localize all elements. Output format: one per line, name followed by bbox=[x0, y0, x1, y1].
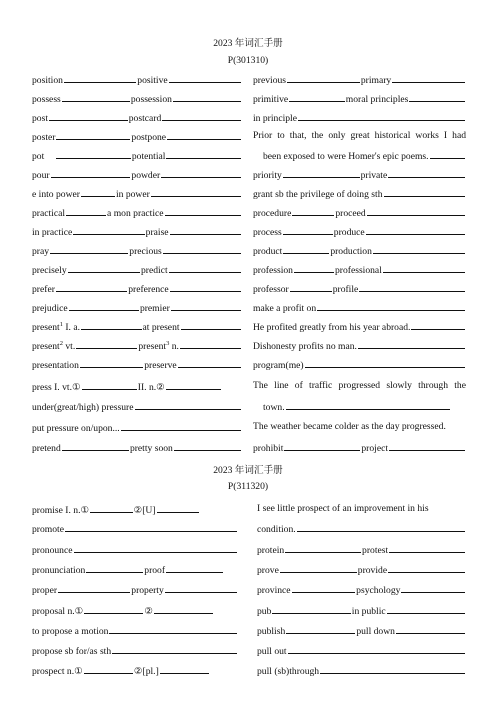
vocab-row bbox=[32, 281, 242, 295]
example-sentence: condition. bbox=[257, 524, 296, 535]
word-label: ②[pl.] bbox=[133, 666, 159, 677]
answer-blank[interactable] bbox=[286, 399, 450, 410]
word-label: promise I. n.① bbox=[32, 505, 90, 516]
answer-blank[interactable] bbox=[165, 582, 237, 593]
answer-blank[interactable] bbox=[409, 91, 465, 102]
vocab-row bbox=[257, 643, 466, 657]
vocab-row bbox=[253, 205, 466, 219]
vocab-row bbox=[257, 582, 466, 596]
word-label: in principle bbox=[253, 113, 297, 124]
word-label: ②[U] bbox=[133, 505, 156, 516]
answer-blank[interactable] bbox=[73, 224, 144, 235]
word-label: put pressure on/upon... bbox=[32, 423, 120, 434]
word-label: pub bbox=[257, 606, 272, 617]
vocab-row bbox=[257, 542, 466, 556]
answer-blank[interactable] bbox=[74, 542, 238, 553]
vocab-row bbox=[32, 91, 242, 105]
word-label: press I. vt.① bbox=[32, 382, 81, 393]
section-subtitle: P(311320) bbox=[227, 481, 269, 492]
answer-blank[interactable] bbox=[367, 205, 465, 216]
answer-blank[interactable] bbox=[84, 663, 133, 674]
word-label: make a profit on bbox=[253, 303, 317, 314]
word-label: pull (sb)through bbox=[257, 666, 320, 677]
word-label: praise bbox=[145, 227, 169, 238]
answer-blank[interactable] bbox=[292, 582, 356, 593]
word-label: protein bbox=[257, 545, 285, 556]
word-label: pretend bbox=[32, 443, 61, 454]
answer-blank[interactable] bbox=[170, 281, 241, 292]
answer-blank[interactable] bbox=[366, 224, 465, 235]
vocab-row bbox=[253, 300, 466, 314]
vocab-row bbox=[32, 224, 242, 238]
answer-blank[interactable] bbox=[170, 224, 241, 235]
answer-blank[interactable] bbox=[76, 338, 137, 349]
vocab-row bbox=[32, 562, 224, 576]
word-label: premier bbox=[139, 303, 170, 314]
word-label: in practice bbox=[32, 227, 73, 238]
answer-blank[interactable] bbox=[86, 562, 143, 573]
vocab-row bbox=[32, 338, 242, 352]
answer-blank[interactable] bbox=[162, 110, 241, 121]
answer-blank[interactable] bbox=[81, 186, 115, 197]
answer-blank[interactable] bbox=[157, 502, 199, 513]
word-label: preference bbox=[128, 284, 169, 295]
answer-blank[interactable] bbox=[90, 502, 132, 513]
answer-blank[interactable] bbox=[387, 603, 465, 614]
word-label: presentation bbox=[32, 360, 79, 371]
answer-blank[interactable] bbox=[62, 440, 129, 451]
word-label: possess bbox=[32, 94, 61, 105]
answer-blank[interactable] bbox=[358, 338, 465, 349]
vocab-row bbox=[253, 319, 466, 333]
vocab-row bbox=[253, 338, 466, 352]
answer-blank[interactable] bbox=[56, 129, 130, 140]
example-sentence: Prior to that, the only great historical works I had bbox=[253, 130, 466, 141]
answer-blank[interactable] bbox=[411, 319, 465, 330]
answer-blank[interactable] bbox=[294, 262, 334, 273]
answer-blank[interactable] bbox=[64, 72, 136, 83]
vocab-row bbox=[253, 357, 466, 371]
example-sentence: The weather became colder as the day progressed. bbox=[253, 421, 446, 432]
answer-blank[interactable] bbox=[68, 262, 140, 273]
word-label: ② bbox=[144, 606, 153, 617]
answer-blank[interactable] bbox=[396, 623, 465, 634]
word-label: pretty soon bbox=[129, 443, 173, 454]
word-label: propose sb for/as sth bbox=[32, 646, 112, 657]
vocab-row bbox=[253, 224, 466, 238]
answer-blank[interactable] bbox=[298, 110, 465, 121]
section-subtitle: P(301310) bbox=[227, 55, 269, 66]
vocab-row bbox=[257, 521, 466, 535]
word-label: program(me) bbox=[253, 360, 304, 371]
word-label: grant sb the privilege of doing sth bbox=[253, 189, 383, 200]
word-label: II. n.② bbox=[137, 382, 165, 393]
answer-blank[interactable] bbox=[65, 521, 237, 532]
word-label: proceed bbox=[335, 208, 366, 219]
answer-blank[interactable] bbox=[320, 663, 465, 674]
answer-blank[interactable] bbox=[359, 281, 465, 292]
answer-blank[interactable] bbox=[388, 167, 465, 178]
word-label: province bbox=[257, 585, 291, 596]
word-label: at present bbox=[142, 322, 180, 333]
vocab-row bbox=[253, 72, 466, 86]
word-label: production bbox=[330, 246, 372, 257]
example-sentence: Dishonesty profits no man. bbox=[253, 341, 357, 352]
vocab-row bbox=[32, 542, 238, 556]
answer-blank[interactable] bbox=[56, 281, 127, 292]
vocab-row bbox=[257, 623, 466, 637]
answer-blank[interactable] bbox=[58, 582, 130, 593]
vocab-row bbox=[32, 379, 222, 393]
word-label: priority bbox=[253, 170, 282, 181]
vocab-row bbox=[32, 319, 242, 333]
word-label: property bbox=[131, 585, 164, 596]
answer-blank[interactable] bbox=[287, 72, 360, 83]
word-label: publish bbox=[257, 626, 286, 637]
vocab-row bbox=[32, 243, 242, 257]
answer-blank[interactable] bbox=[169, 72, 241, 83]
word-label: promote bbox=[32, 524, 64, 535]
word-label: profession bbox=[253, 265, 293, 276]
vocab-row bbox=[32, 357, 242, 371]
word-label: e into power bbox=[32, 189, 80, 200]
word-label: psychology bbox=[356, 585, 401, 596]
word-label: potential bbox=[131, 151, 166, 162]
answer-blank[interactable] bbox=[62, 91, 130, 102]
answer-blank[interactable] bbox=[392, 72, 465, 83]
word-label: post bbox=[32, 113, 48, 124]
answer-blank[interactable] bbox=[288, 643, 465, 654]
word-label: positive bbox=[137, 75, 168, 86]
answer-blank[interactable] bbox=[167, 129, 241, 140]
example-sentence: The line of traffic progressed slowly through the bbox=[253, 380, 466, 391]
section-title: 2023 年词汇手册 bbox=[213, 38, 283, 49]
vocab-row bbox=[32, 440, 242, 454]
word-label: under(great/high) pressure bbox=[32, 402, 134, 413]
vocab-row bbox=[253, 281, 466, 295]
vocab-row bbox=[32, 603, 214, 617]
vocab-row bbox=[253, 91, 466, 105]
answer-blank[interactable] bbox=[160, 663, 209, 674]
answer-blank[interactable] bbox=[289, 91, 345, 102]
word-label: pour bbox=[32, 170, 50, 181]
answer-blank[interactable] bbox=[166, 562, 223, 573]
answer-blank[interactable] bbox=[178, 357, 241, 368]
section-title: 2023 年词汇手册 bbox=[213, 465, 283, 476]
word-label: pull out bbox=[257, 646, 287, 657]
vocab-row bbox=[257, 663, 466, 677]
answer-blank[interactable] bbox=[388, 562, 465, 573]
answer-blank[interactable] bbox=[112, 643, 237, 654]
word-label: preserve bbox=[144, 360, 177, 371]
word-label: protest bbox=[362, 545, 389, 556]
answer-blank[interactable] bbox=[69, 300, 139, 311]
word-label: pronunciation bbox=[32, 565, 86, 576]
answer-blank[interactable] bbox=[82, 379, 137, 390]
word-label: process bbox=[253, 227, 282, 238]
word-label: precious bbox=[129, 246, 162, 257]
word-label: professor bbox=[253, 284, 289, 295]
vocab-row bbox=[32, 167, 242, 181]
word-label: precisely bbox=[32, 265, 67, 276]
answer-blank[interactable] bbox=[81, 319, 141, 330]
word-label: prefer bbox=[32, 284, 55, 295]
word-label: to propose a motion bbox=[32, 626, 109, 637]
answer-blank[interactable] bbox=[283, 243, 329, 254]
answer-blank[interactable] bbox=[121, 420, 241, 431]
answer-blank[interactable] bbox=[163, 243, 241, 254]
vocab-row bbox=[257, 603, 466, 617]
answer-blank[interactable] bbox=[373, 243, 465, 254]
word-label: practical bbox=[32, 208, 66, 219]
answer-blank[interactable] bbox=[389, 542, 465, 553]
answer-blank[interactable] bbox=[84, 603, 143, 614]
answer-blank[interactable] bbox=[181, 319, 241, 330]
word-label: primitive bbox=[253, 94, 289, 105]
answer-blank[interactable] bbox=[49, 110, 128, 121]
answer-blank[interactable] bbox=[166, 379, 221, 390]
vocab-row bbox=[32, 399, 242, 413]
answer-blank[interactable] bbox=[292, 205, 334, 216]
vocab-row bbox=[253, 186, 466, 200]
answer-blank[interactable] bbox=[280, 562, 357, 573]
answer-blank[interactable] bbox=[50, 243, 128, 254]
answer-blank[interactable] bbox=[383, 262, 465, 273]
word-label: procedure bbox=[253, 208, 292, 219]
answer-blank[interactable] bbox=[166, 148, 241, 159]
vocab-row bbox=[32, 502, 200, 516]
answer-blank[interactable] bbox=[135, 399, 242, 410]
word-label: present$^3$ n. bbox=[138, 339, 179, 352]
answer-blank[interactable] bbox=[285, 542, 361, 553]
word-label: project bbox=[361, 443, 389, 454]
vocab-row bbox=[32, 72, 242, 86]
example-sentence: been exposed to were Homer's epic poems. bbox=[263, 151, 429, 162]
answer-blank[interactable] bbox=[165, 205, 242, 216]
vocab-row bbox=[32, 582, 238, 596]
word-label: proof bbox=[144, 565, 166, 576]
word-label: prohibit bbox=[253, 443, 284, 454]
answer-blank[interactable] bbox=[66, 205, 106, 216]
answer-blank[interactable] bbox=[169, 262, 241, 273]
answer-blank[interactable] bbox=[384, 186, 466, 197]
answer-blank[interactable] bbox=[173, 91, 241, 102]
answer-blank[interactable] bbox=[389, 440, 465, 451]
word-label: pronounce bbox=[32, 545, 73, 556]
example-sentence: I see little prospect of an improvement in his bbox=[257, 503, 429, 514]
vocab-row bbox=[253, 243, 466, 257]
word-label: previous bbox=[253, 75, 287, 86]
word-label: proper bbox=[32, 585, 58, 596]
word-label: in public bbox=[351, 606, 386, 617]
answer-blank[interactable] bbox=[430, 148, 465, 159]
word-label: pull down bbox=[356, 626, 395, 637]
word-label: provide bbox=[357, 565, 388, 576]
answer-blank[interactable] bbox=[284, 440, 360, 451]
word-label: a mon practice bbox=[107, 208, 164, 219]
word-label: postpone bbox=[131, 132, 167, 143]
vocab-row bbox=[32, 262, 242, 276]
answer-blank[interactable] bbox=[272, 603, 350, 614]
example-sentence: town. bbox=[263, 402, 285, 413]
vocab-row bbox=[253, 262, 466, 276]
word-label: possession bbox=[130, 94, 172, 105]
word-label: pray bbox=[32, 246, 50, 257]
answer-blank[interactable] bbox=[401, 582, 465, 593]
word-label: poster bbox=[32, 132, 56, 143]
answer-blank[interactable] bbox=[51, 167, 131, 178]
vocab-row bbox=[263, 148, 466, 162]
vocab-row bbox=[32, 110, 242, 124]
vocab-row bbox=[253, 167, 466, 181]
vocab-row bbox=[32, 186, 242, 200]
answer-blank[interactable] bbox=[317, 300, 465, 311]
vocab-row bbox=[253, 110, 466, 124]
answer-blank[interactable] bbox=[56, 148, 131, 159]
vocab-row bbox=[263, 399, 451, 413]
vocab-row bbox=[32, 643, 238, 657]
answer-blank[interactable] bbox=[109, 623, 237, 634]
word-label: prejudice bbox=[32, 303, 68, 314]
answer-blank[interactable] bbox=[151, 186, 241, 197]
answer-blank[interactable] bbox=[171, 300, 241, 311]
answer-blank[interactable] bbox=[80, 357, 143, 368]
word-label: private bbox=[360, 170, 388, 181]
vocab-row bbox=[32, 521, 238, 535]
word-label: proposal n.① bbox=[32, 606, 84, 617]
vocab-row bbox=[32, 663, 210, 677]
answer-blank[interactable] bbox=[283, 224, 333, 235]
word-label: primary bbox=[360, 75, 392, 86]
answer-blank[interactable] bbox=[154, 603, 213, 614]
vocab-row bbox=[32, 205, 242, 219]
answer-blank[interactable] bbox=[286, 623, 355, 634]
word-label: profile bbox=[332, 284, 359, 295]
answer-blank[interactable] bbox=[180, 338, 241, 349]
word-label: professional bbox=[334, 265, 382, 276]
word-label: prove bbox=[257, 565, 279, 576]
word-label: pot bbox=[32, 151, 45, 162]
vocab-row bbox=[253, 440, 466, 454]
answer-blank[interactable] bbox=[174, 440, 241, 451]
answer-blank[interactable] bbox=[161, 167, 241, 178]
word-label: position bbox=[32, 75, 63, 86]
word-label: product bbox=[253, 246, 283, 257]
word-label: prospect n.① bbox=[32, 666, 83, 677]
answer-blank[interactable] bbox=[283, 167, 360, 178]
word-label: present$^1$ I. a. bbox=[32, 320, 81, 333]
word-label: in power bbox=[115, 189, 150, 200]
vocab-row bbox=[32, 300, 242, 314]
vocab-row bbox=[32, 420, 242, 434]
word-label: predict bbox=[141, 265, 168, 276]
word-label: powder bbox=[131, 170, 161, 181]
vocab-row bbox=[257, 562, 466, 576]
example-sentence: He profited greatly from his year abroad. bbox=[253, 322, 411, 333]
word-label: postcard bbox=[128, 113, 162, 124]
vocab-row bbox=[32, 623, 238, 637]
answer-blank[interactable] bbox=[290, 281, 332, 292]
word-label: moral principles bbox=[345, 94, 409, 105]
word-label: present$^2$ vt. bbox=[32, 339, 76, 352]
answer-blank[interactable] bbox=[305, 357, 465, 368]
vocab-row bbox=[32, 148, 242, 162]
vocab-row bbox=[32, 129, 242, 143]
word-label: produce bbox=[333, 227, 365, 238]
answer-blank[interactable] bbox=[297, 521, 465, 532]
